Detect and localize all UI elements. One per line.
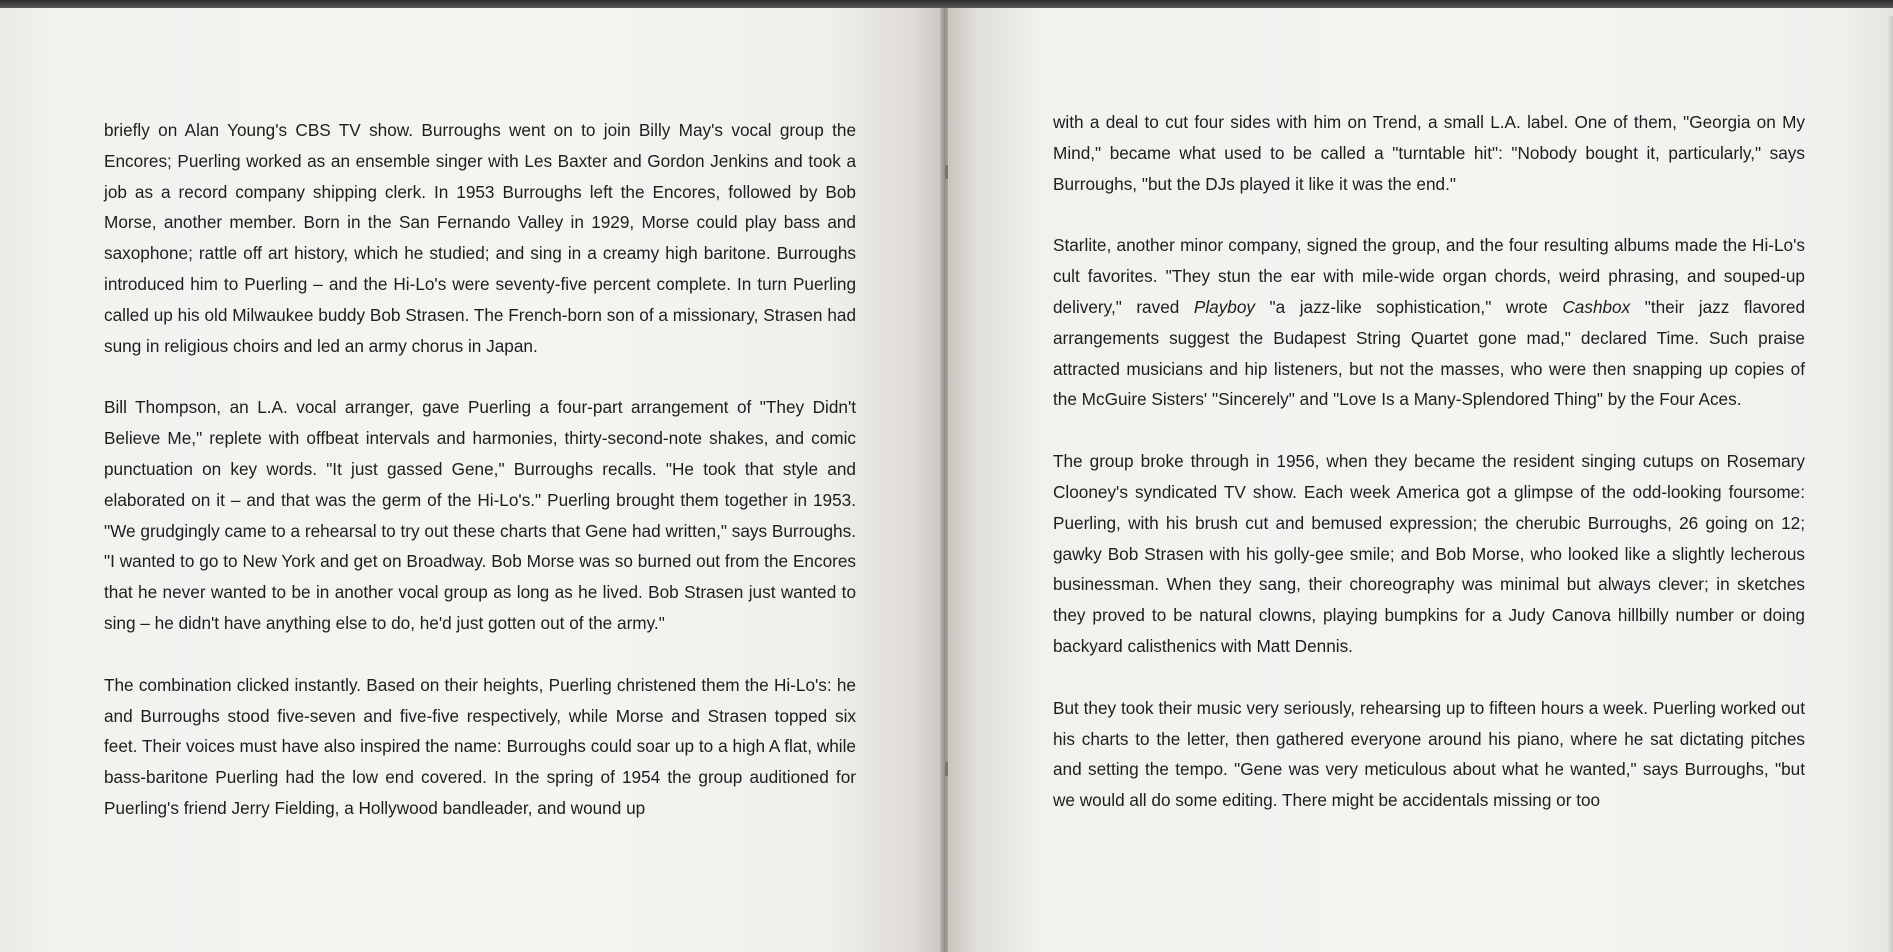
right-paragraph-2-part-3: "their jazz flavored arrangements suggest the Budapest String Quartet gone mad," declared Time. Such praise attracted musicians and hip listeners, but not the masses, who were then snapping up copies of the McGuire Sisters' "Sincerely" and "Love Is a Many-Splendored Thing" by the Four Aces.	[1053, 296, 1806, 410]
left-paragraph-2: Bill Thompson, an L.A. vocal arranger, gave Puerling a four-part arrangement of "They Didn't Believe Me," replete with offbeat intervals and harmonies, thirty-second-note shakes, and comic punctuation on key words. "It just gassed Gene," Burroughs recalls. "He took that style and elaborated on it – and that was the germ of the Hi-Lo's." Puerling brought them together in 1953. "We grudgingly came to a rehearsal to try out these charts that Gene had written," says Burroughs. "I wanted to go to New York and get on Broadway. Bob Morse was so burned out from the Encores that he never wanted to be in another vocal group as long as he lived. Bob Strasen just wanted to sing – he didn't have anything else to do, he'd just gotten out of the army."	[104, 397, 856, 633]
playboy-title: Playboy	[1193, 296, 1256, 317]
left-page-text	[104, 115, 856, 855]
right-paragraph-2-part-1: Starlite, another minor company, signed the group, and the four resulting albums made the Hi-Lo's cult favorites. "They stun the ear with mile-wide organ chords, weird phrasing, and souped-up delivery," raved	[1053, 235, 1805, 317]
right-paragraph-2-part-2: "a jazz-like sophistication," wrote	[1255, 296, 1563, 317]
page-edge-shadow	[1887, 16, 1893, 952]
right-paragraph-3: The group broke through in 1956, when they became the resident singing cutups on Rosemary Clooney's syndicated TV show. Each week America got a glimpse of the odd-looking foursome: Puerling, with his brush cut and bemused expression; the cherubic Burroughs, 26 going on 12; gawky Bob Strasen with his golly-gee smile; and Bob Morse, who looked like a slightly lecherous businessman. When they sang, their choreography was minimal but always clever; in sketches they proved to be natural clowns, playing bumpkins for a Judy Canova hillbilly number or doing backyard calisthenics with Matt Dennis.	[1053, 451, 1805, 656]
right-page	[948, 8, 1893, 952]
left-paragraph-3: The combination clicked instantly. Based on their heights, Puerling christened them the Hi-Lo's: he and Burroughs stood five-seven and five-five respectively, while Morse and Strasen topped six feet. Their voices must have also inspired the name: Burroughs could soar up to a high A flat, while bass-baritone Puerling had the low end covered. In the spring of 1954 the group auditioned for Puerling's friend Jerry Fielding, a Hollywood bandleader, and wound up	[104, 674, 856, 818]
right-paragraph-2	[1053, 230, 1805, 415]
left-paragraph-1: briefly on Alan Young's CBS TV show. Burroughs went on to join Billy May's vocal group the Encores; Puerling worked as an ensemble singer with Les Baxter and Gordon Jenkins and took a job as a record company shipping clerk. In 1953 Burroughs left the Encores, followed by Bob Morse, another member. Born in the San Fernando Valley in 1929, Morse could play bass and saxophone; rattle off art history, which he studied; and sing in a creamy high baritone. Burroughs introduced him to Puerling – and the Hi-Lo's were seventy-five percent complete. In turn Puerling called up his old Milwaukee buddy Bob Strasen. The French-born son of a missionary, Strasen had sung in religious choirs and led an army chorus in Japan.	[104, 120, 856, 356]
left-page	[0, 8, 942, 952]
cashbox-title: Cashbox	[1562, 296, 1631, 317]
right-page-text	[1053, 107, 1805, 816]
right-paragraph-1: with a deal to cut four sides with him on Trend, a small L.A. label. One of them, "Georgia on My Mind," became what used to be called a "turntable hit": "Nobody bought it, particularly," says Burroughs, "but the DJs played it like it was the end."	[1053, 112, 1805, 194]
right-paragraph-4: But they took their music very seriously, rehearsing up to fifteen hours a week. Puerling worked out his charts to the letter, then gathered everyone around his piano, where he sat dictating pitches and setting the tempo. "Gene was very meticulous about what he wanted," says Burroughs, "but we would all do some editing. There might be accidentals missing or too	[1053, 697, 1805, 811]
